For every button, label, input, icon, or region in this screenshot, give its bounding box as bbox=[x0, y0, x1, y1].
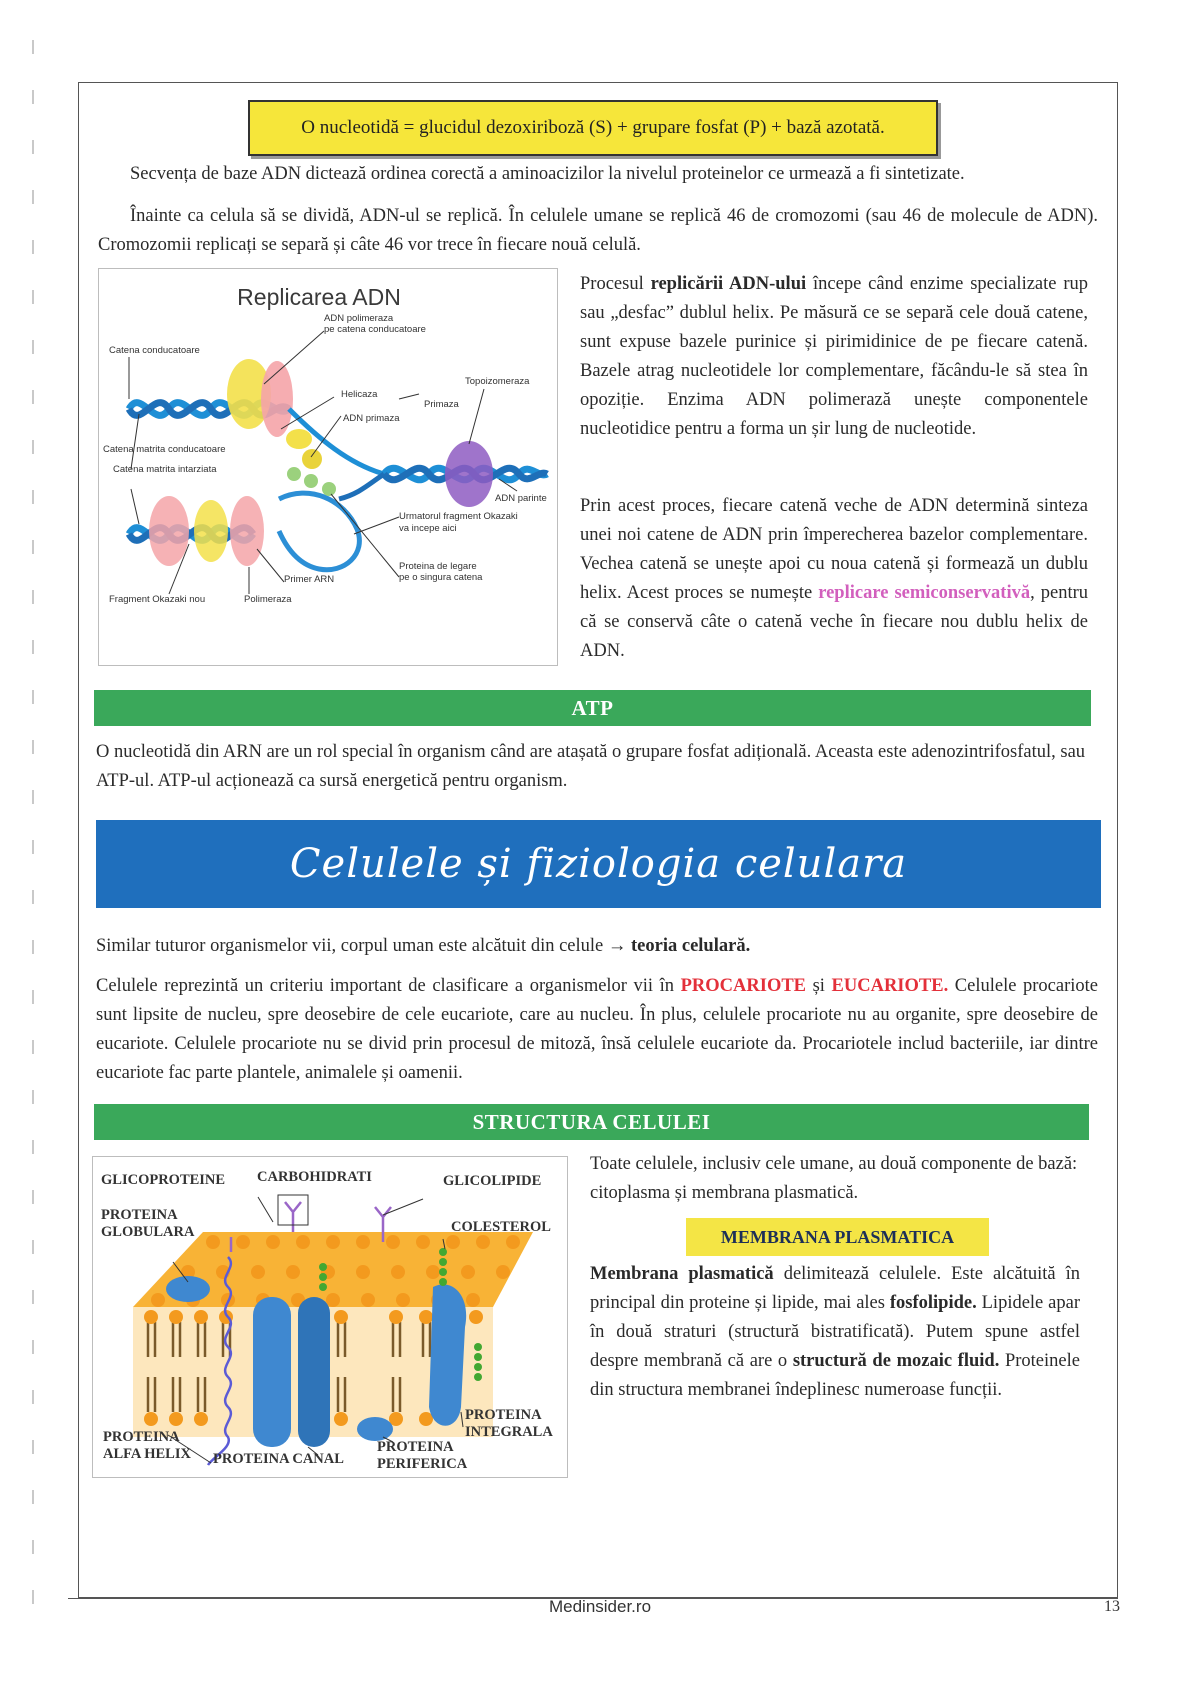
page-number: 13 bbox=[1104, 1598, 1120, 1615]
lagging-loop-graphic bbox=[279, 493, 359, 570]
eukaryotes-term: EUCARIOTE. bbox=[831, 976, 949, 996]
topoisomerase-graphic bbox=[445, 441, 493, 507]
label-cholesterol: COLESTEROL bbox=[451, 1219, 551, 1235]
polymerase-lagging-yellow-graphic bbox=[194, 500, 228, 562]
nucleotide-formula-box: O nucleotidă = glucidul dezoxiriboză (S) + grupare fosfat (P) + bază azotată. bbox=[248, 100, 938, 156]
dna-replication-diagram bbox=[98, 268, 558, 666]
channel-protein-graphic bbox=[253, 1297, 291, 1447]
prokaryotes-term: PROCARIOTE bbox=[680, 976, 807, 996]
label-dna-polymerase-leading: pe catena conducatoare bbox=[324, 324, 426, 335]
label-dna-polymerase: ADN polimeraza bbox=[324, 313, 394, 324]
cell-structure-header: STRUCTURA CELULEI bbox=[94, 1104, 1089, 1140]
paragraph-cell-components: Toate celulele, inclusiv cele umane, au două componente de bază: citoplasma și membrana plasmatică. bbox=[590, 1154, 1078, 1203]
label-next-okazaki: Urmatorul fragment Okazaki bbox=[399, 511, 518, 522]
label-ssb-protein: Proteina de legare bbox=[399, 561, 477, 572]
paragraph-base-sequence: Secvența de baze ADN dictează ordinea corectă a aminoacizilor la nivelul proteinelor ce urmează a fi sintetizate. bbox=[130, 164, 965, 184]
primase-graphic bbox=[286, 429, 312, 449]
label-globular-protein: PROTEINA GLOBULARA bbox=[101, 1207, 195, 1240]
label-glycoproteins: GLICOPROTEINE bbox=[101, 1172, 226, 1188]
label-leading-strand: Catena conducatoare bbox=[109, 345, 200, 356]
footer-site-name: Medinsider.ro bbox=[548, 1597, 652, 1616]
chapter-title-banner bbox=[96, 820, 1101, 908]
channel-protein-right-graphic bbox=[298, 1297, 330, 1447]
scan-edge-marks bbox=[32, 30, 36, 1650]
lagging-template-strand-graphic bbox=[339, 474, 384, 499]
label-lagging-template: Catena matrita intarziata bbox=[113, 464, 217, 475]
label-helicase: Helicaza bbox=[341, 389, 378, 400]
integral-protein-graphic bbox=[429, 1284, 466, 1425]
label-alpha-helix-protein: PROTEINA ALFA HELIX bbox=[103, 1429, 191, 1462]
label-polymerase: Polimeraza bbox=[244, 594, 292, 605]
atp-section-header: ATP bbox=[94, 690, 1091, 726]
paragraph-atp: O nucleotidă din ARN are un rol special în organism când are atașată o grupare fosfat adițională. Aceasta este adenozintrifosfatul, sau ATP-ul. ATP-ul acționează ca sursă energetică pentru organism. bbox=[96, 742, 1086, 791]
label-dna-primase: ADN primaza bbox=[343, 413, 400, 424]
label-channel-protein: PROTEINA CANAL bbox=[213, 1451, 344, 1467]
polymerase-lagging-graphic bbox=[149, 496, 189, 566]
label-parent-dna: ADN parinte bbox=[495, 493, 547, 504]
polymerase-lagging-pink-graphic bbox=[230, 496, 264, 566]
paragraph-semiconservative: Prin acest proces, fiecare catenă veche de ADN determină sinteza unei noi catene de ADN prin împerecherea bazelor complementare. Vechea catenă se unește apoi cu noua catenă și formează un dublu helix. Acest proces se numește replicare semiconservativă, pentru că se conservă câte o catenă veche în fiecare nou dublu helix de ADN. bbox=[580, 496, 1089, 661]
peripheral-protein-graphic bbox=[357, 1417, 393, 1441]
paragraph-cell-classification: Celulele reprezintă un criteriu important de clasificare a organismelor vii în PROCARIOTE și EUCARIOTE. Celulele procariote sunt lipsite de nucleu, spre deosebire de cele eucariote, care au nucleu. În plus, celulele procariote nu au organite, spre deosebire de eucariote. Celulele procariote nu se divid prin procesul de mitoză, însă celulele eucariote da. Procariotele includ bacteriile, iar dintre eucariote fac parte plantele, animalele și oamenii. bbox=[96, 976, 1098, 1083]
paragraph-plasma-membrane: Membrana plasmatică delimitează celulele. Este alcătuită în principal din proteine și lipide, mai ales fosfolipide. Lipidele apar în două straturi (structură bistratificată). Putem spune astfel despre membrană că are o structură de mozaic fluid. Proteinele din structura membranei îndeplinesc numeroase funcții. bbox=[590, 1264, 1080, 1400]
label-leading-template: Catena matrita conducatoare bbox=[103, 444, 226, 455]
paragraph-cell-theory: Similar tuturor organismelor vii, corpul uman este alcătuit din celule → teoria celulară. bbox=[96, 936, 751, 956]
semiconservative-term: replicare semiconservativă bbox=[818, 583, 1031, 603]
label-primase: Primaza bbox=[424, 399, 459, 410]
label-next-okazaki-here: va incepe aici bbox=[399, 523, 457, 534]
label-ssb-single-strand: pe o singura catena bbox=[399, 572, 483, 583]
paragraph-replication-process: Procesul replicării ADN-ului începe când enzime specializate rup sau „desfac” dublul helix. Pe măsură ce se separă cele două catene, sunt expuse bazele purinice și pirimidinice de pe fiecare catenă. Bazele atrag nucleotidele lor complementare, făcându-le să stea în opoziție. Enzima ADN polimerază unește componentele nucleotidice pentru a forma un șir lung de nucleotide. bbox=[580, 274, 1089, 439]
chapter-title: Celulele și fiziologia celulara bbox=[289, 841, 908, 887]
globular-protein-graphic bbox=[166, 1276, 210, 1302]
cell-membrane-diagram bbox=[92, 1156, 568, 1478]
label-rna-primer: Primer ARN bbox=[284, 574, 335, 585]
label-glycolipids: GLICOLIPIDE bbox=[443, 1173, 542, 1189]
diagram-title: Replicarea ADN bbox=[237, 284, 401, 310]
label-topoisomerase: Topoizomeraza bbox=[465, 376, 530, 387]
label-carbohydrates: CARBOHIDRATI bbox=[257, 1169, 372, 1185]
label-peripheral-protein: PROTEINA PERIFERICA bbox=[377, 1439, 468, 1472]
label-integral-protein: PROTEINA INTEGRALA bbox=[465, 1407, 553, 1440]
dna-primase-graphic bbox=[302, 449, 322, 469]
paragraph-replication-intro: Înainte ca celula să se dividă, ADN-ul se replică. În celulele umane se replică 46 de cromozomi (sau 46 de molecule de ADN). Cromozomii replicați se separă și câte 46 vor trece în fiecare nouă celulă. bbox=[98, 206, 1098, 255]
plasma-membrane-header: MEMBRANA PLASMATICA bbox=[686, 1218, 989, 1256]
label-new-okazaki: Fragment Okazaki nou bbox=[109, 594, 206, 605]
